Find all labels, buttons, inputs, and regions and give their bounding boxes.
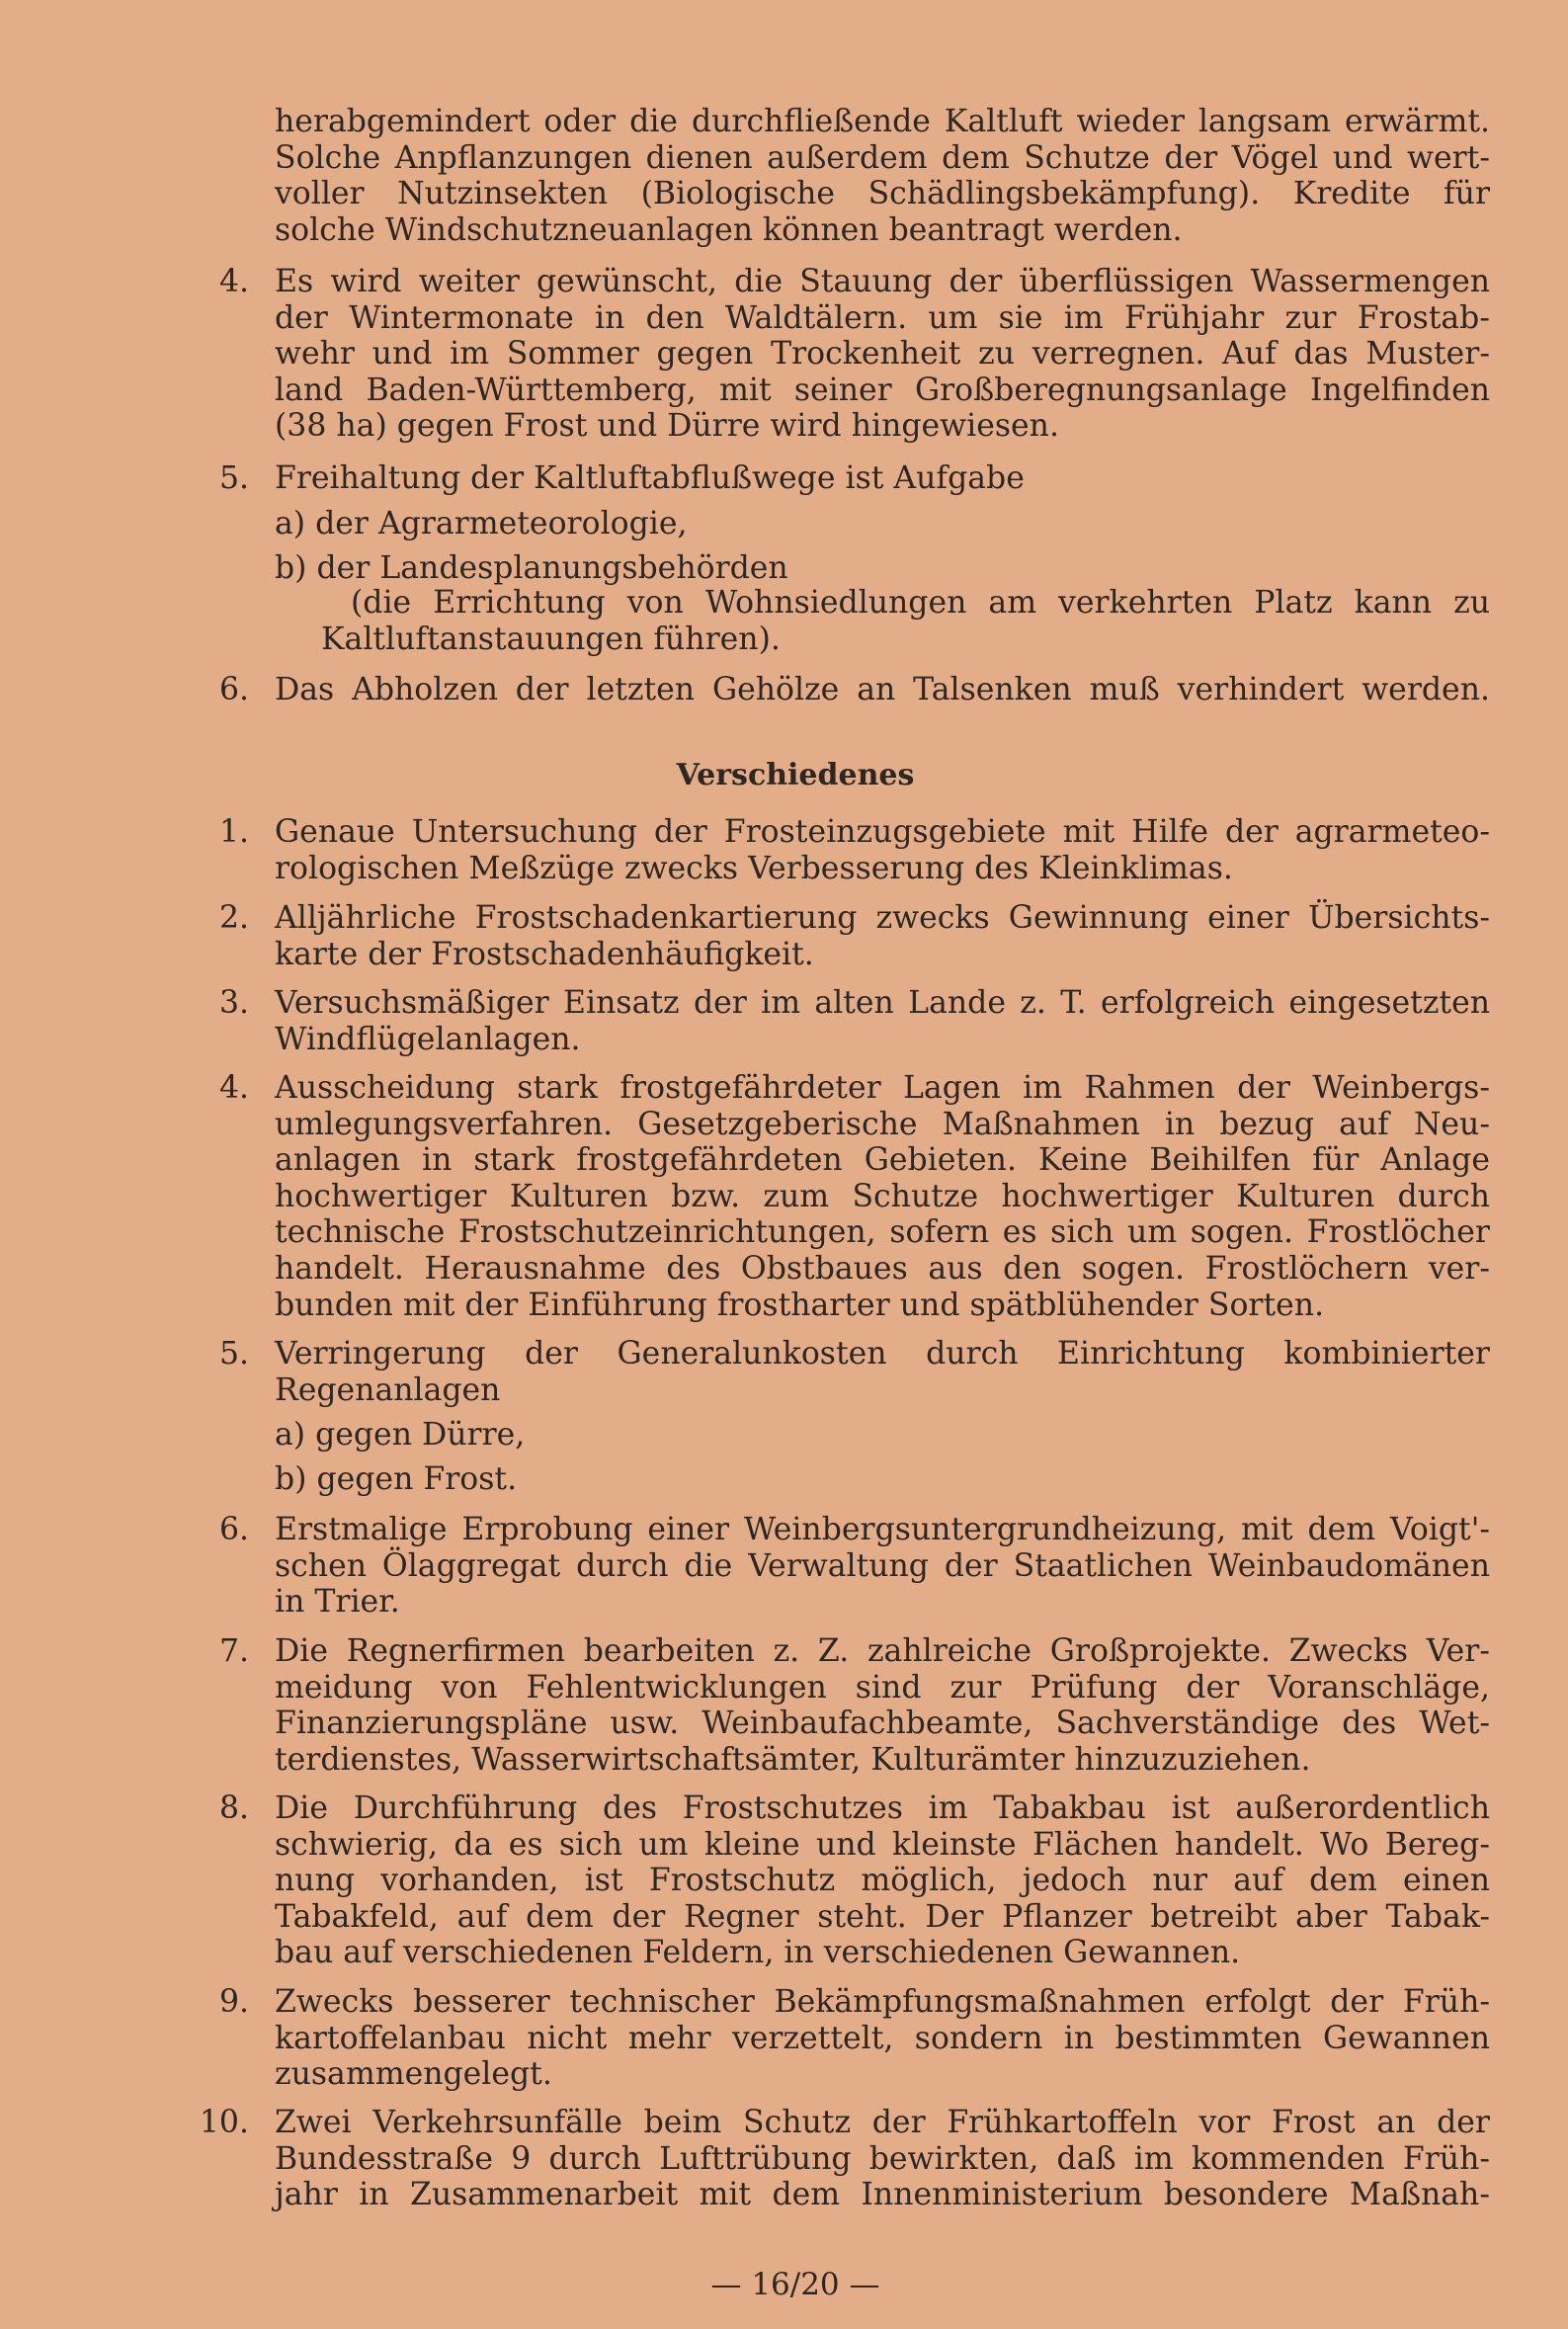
list-item-line: kartoffelanbau nicht mehr verzettelt, sondern in bestimmten Gewannen <box>275 2020 1490 2056</box>
intro-line-3: voller Nutzinsekten (Biologische Schädlingsbekämpfung). Kredite für <box>275 176 1490 212</box>
list-note-line: Kaltluftanstauungen führen). <box>321 621 781 657</box>
list-item-number: 6. <box>218 1512 249 1547</box>
list-subitem: b) gegen Frost. <box>275 1461 518 1497</box>
list-subitem: a) gegen Dürre, <box>275 1417 526 1453</box>
list-item-line: land Baden-Württemberg, mit seiner Großberegnungsanlage Ingelfinden <box>275 372 1490 408</box>
list-item-line: Bundesstraße 9 durch Lufttrübung bewirkten, daß im kommenden Früh- <box>275 2140 1490 2177</box>
list-item-line: jahr in Zusammenarbeit mit dem Innenministerium besondere Maßnah- <box>275 2177 1490 2213</box>
list-item-line: hochwertiger Kulturen bzw. zum Schutze hochwertiger Kulturen durch <box>275 1178 1490 1214</box>
list-item-line: Die Regnerfirmen bearbeiten z. Z. zahlreiche Großprojekte. Zwecks Ver- <box>275 1633 1490 1669</box>
list-item-line: Windflügelanlagen. <box>275 1021 581 1057</box>
list-item-line: Finanzierungspläne usw. Weinbaufachbeamte, Sachverständige des Wet- <box>275 1705 1490 1742</box>
list-item-line: nung vorhanden, ist Frostschutz möglich, jedoch nur auf dem einen <box>275 1863 1490 1899</box>
list-item-line: Das Abholzen der letzten Gehölze an Talsenken muß verhindert werden. <box>275 672 1490 707</box>
list-item-line: handelt. Herausnahme des Obstbaues aus den sogen. Frostlöchern ver- <box>275 1251 1490 1287</box>
list-item-line: technische Frostschutzeinrichtungen, sofern es sich um sogen. Frostlöcher <box>275 1214 1490 1251</box>
section-heading: Verschiedenes <box>676 758 915 792</box>
list-item-number: 9. <box>218 1984 249 2020</box>
list-item-line: Freihaltung der Kaltluftabflußwege ist Aufgabe <box>275 460 1025 496</box>
list-item-number: 2. <box>218 900 249 936</box>
list-item-line: Die Durchführung des Frostschutzes im Tabakbau ist außerordentlich <box>275 1790 1490 1826</box>
list-item-number: 1. <box>218 814 249 850</box>
list-item-line: rologischen Meßzüge zwecks Verbesserung des Kleinklimas. <box>275 850 1233 886</box>
list-subitem: a) der Agrarmeteorologie, <box>275 506 688 541</box>
list-item-line: bunden mit der Einführung frostharter und spätblühender Sorten. <box>275 1287 1325 1323</box>
list-subitem: b) der Landesplanungsbehörden <box>275 550 788 586</box>
list-item-line: Erstmalige Erprobung einer Weinbergsuntergrundheizung, mit dem Voigt'- <box>275 1512 1490 1547</box>
list-item-line: Tabakfeld, auf dem der Regner steht. Der Pflanzer betreibt aber Tabak- <box>275 1898 1490 1935</box>
list-item-line: Regenanlagen <box>275 1372 501 1408</box>
list-item-line: Ausscheidung stark frostgefährdeter Lagen im Rahmen der Weinbergs- <box>275 1070 1490 1106</box>
list-item-line: karte der Frostschadenhäufigkeit. <box>275 936 814 972</box>
list-item-line: Versuchsmäßiger Einsatz der im alten Lande z. T. erfolgreich eingesetzten <box>275 985 1490 1021</box>
list-item-number: 5. <box>218 460 249 496</box>
list-item-line: Alljährliche Frostschadenkartierung zwecks Gewinnung einer Übersichts- <box>275 900 1490 936</box>
intro-line-1: herabgemindert oder die durchfließende Kaltluft wieder langsam erwärmt. <box>275 104 1490 139</box>
page-number: — 16/20 — <box>710 2267 880 2302</box>
list-note-line: (die Errichtung von Wohnsiedlungen am verkehrten Platz kann zu <box>351 585 1490 621</box>
list-item-line: meidung von Fehlentwicklungen sind zur Prüfung der Voranschläge, <box>275 1669 1490 1705</box>
list-item-line: umlegungsverfahren. Gesetzgeberische Maßnahmen in bezug auf Neu- <box>275 1106 1490 1142</box>
list-item-line: anlagen in stark frostgefährdeten Gebieten. Keine Beihilfen für Anlage <box>275 1142 1490 1179</box>
intro-line-2: Solche Anpflanzungen dienen außerdem dem Schutze der Vögel und wert- <box>275 139 1490 176</box>
list-item-line: in Trier. <box>275 1584 400 1621</box>
list-item-line: schen Ölaggregat durch die Verwaltung der Staatlichen Weinbaudomänen <box>275 1547 1490 1584</box>
list-item-line: der Wintermonate in den Waldtälern. um sie im Frühjahr zur Frostab- <box>275 299 1490 336</box>
list-item-number: 3. <box>218 985 249 1021</box>
list-item-number: 5. <box>218 1336 249 1372</box>
list-item-line: zusammengelegt. <box>275 2056 552 2093</box>
list-item-number: 10. <box>199 2105 249 2140</box>
list-item-line: Verringerung der Generalunkosten durch Einrichtung kombinierter <box>275 1336 1490 1372</box>
list-item-line: (38 ha) gegen Frost und Dürre wird hingewiesen. <box>275 408 1059 445</box>
list-item-line: Genaue Untersuchung der Frosteinzugsgebiete mit Hilfe der agrarmeteo- <box>275 814 1490 850</box>
list-item-number: 4. <box>218 264 249 299</box>
list-item-line: wehr und im Sommer gegen Trockenheit zu verregnen. Auf das Muster- <box>275 336 1490 373</box>
intro-line-4: solche Windschutzneuanlagen können beantragt werden. <box>275 211 1183 248</box>
list-item-number: 4. <box>218 1070 249 1106</box>
list-item-line: Es wird weiter gewünscht, die Stauung der überflüssigen Wassermengen <box>275 264 1490 299</box>
list-item-number: 7. <box>218 1633 249 1669</box>
list-item-number: 8. <box>218 1790 249 1826</box>
list-item-line: schwierig, da es sich um kleine und kleinste Flächen handelt. Wo Bereg- <box>275 1826 1490 1863</box>
list-item-line: Zwei Verkehrsunfälle beim Schutz der Frühkartoffeln vor Frost an der <box>275 2105 1490 2140</box>
list-item-line: Zwecks besserer technischer Bekämpfungsmaßnahmen erfolgt der Früh- <box>275 1984 1490 2020</box>
list-item-number: 6. <box>218 672 249 707</box>
list-item-line: bau auf verschiedenen Feldern, in verschiedenen Gewannen. <box>275 1935 1241 1971</box>
list-item-line: terdienstes, Wasserwirtschaftsämter, Kulturämter hinzuzuziehen. <box>275 1741 1311 1778</box>
